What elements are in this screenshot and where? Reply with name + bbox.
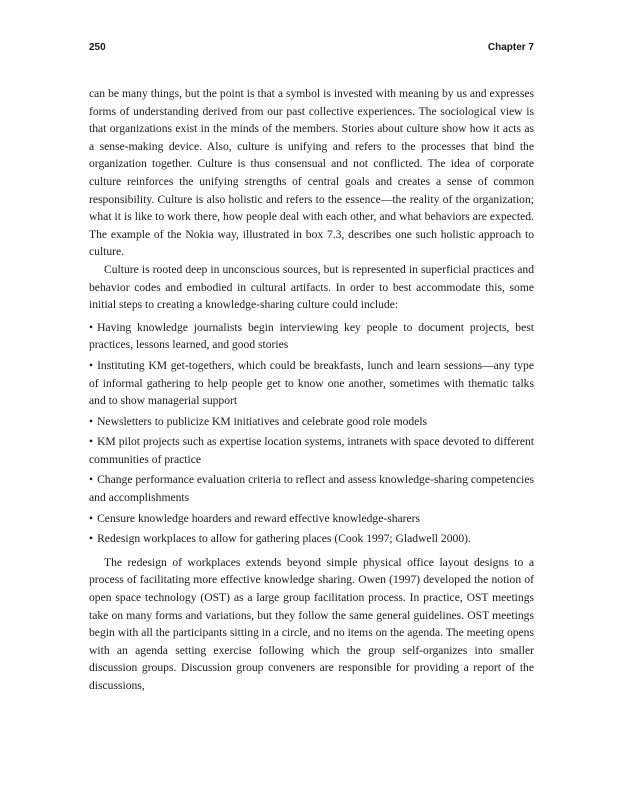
body-text <box>89 85 534 695</box>
list-item-text: Newsletters to publicize KM initiatives and celebrate good role models <box>97 414 428 428</box>
list-item <box>89 510 534 528</box>
list-item <box>89 471 534 506</box>
list-item-text: Instituting KM get-togethers, which could be breakfasts, lunch and learn sessions—any type of informal gathering to help people get to know one another, sometimes with thematic talks and to show managerial support <box>89 358 534 408</box>
bullet-icon: • <box>89 435 94 449</box>
bullet-icon: • <box>89 511 94 525</box>
list-item <box>89 530 534 548</box>
list-item-text: Censure knowledge hoarders and reward effective knowledge-sharers <box>97 511 421 525</box>
list-item-text: Redesign workplaces to allow for gathering places (Cook 1997; Gladwell 2000). <box>97 532 471 546</box>
list-item <box>89 433 534 468</box>
bullet-icon: • <box>89 532 94 546</box>
bullet-icon: • <box>89 473 94 487</box>
paragraph-2: Culture is rooted deep in unconscious sources, but is represented in superficial practices and behavior codes and embodied in cultural artifacts. In order to best accommodate this, some initial steps to creating a knowledge-sharing culture could include: <box>89 262 534 312</box>
running-head <box>89 42 534 53</box>
list-item-text: KM pilot projects such as expertise location systems, intranets with space devoted to different communities of practice <box>89 435 534 466</box>
bullet-list <box>89 319 534 548</box>
list-item <box>89 319 534 354</box>
paragraph-1: can be many things, but the point is that a symbol is invested with meaning by us and expresses forms of understanding derived from our past collective experiences. The sociological view is that organizations exist in the minds of the members. Stories about culture show how it acts as a sense-making device. Also, culture is unifying and refers to the processes that bind the organization together. Culture is thus consensual and not conflicted. The idea of corporate culture reinforces the unifying strengths of central goals and creates a sense of common responsibility. Culture is also holistic and refers to the essence—the reality of the organization; what it is like to work there, how people deal with each other, and what behaviors are expected. The example of the Nokia way, illustrated in box 7.3, describes one such holistic approach to culture. <box>89 87 534 259</box>
paragraph-3: The redesign of workplaces extends beyond simple physical office layout designs to a process of facilitating more effective knowledge sharing. Owen (1997) developed the notion of open space technology (OST) as a large group facilitation process. In practice, OST meetings take on many forms and variations, but they follow the same general guidelines. OST meetings begin with all the participants sitting in a circle, and no items on the agenda. The meeting opens with an agenda setting exercise following which the group self-organizes into smaller discussion groups. Discussion group conveners are responsible for providing a report of the discussions, <box>89 555 534 692</box>
bullet-icon: • <box>89 358 94 372</box>
page-number: 250 <box>89 42 106 53</box>
list-item <box>89 413 534 431</box>
chapter-label: Chapter 7 <box>487 42 534 53</box>
bullet-icon: • <box>89 320 94 334</box>
list-item-text: Having knowledge journalists begin interviewing key people to document projects, best practices, lessons learned, and good stories <box>89 320 534 352</box>
list-item <box>89 357 534 410</box>
bullet-icon: • <box>89 414 94 428</box>
list-item-text: Change performance evaluation criteria to reflect and assess knowledge-sharing competencies and accomplishments <box>89 473 534 505</box>
